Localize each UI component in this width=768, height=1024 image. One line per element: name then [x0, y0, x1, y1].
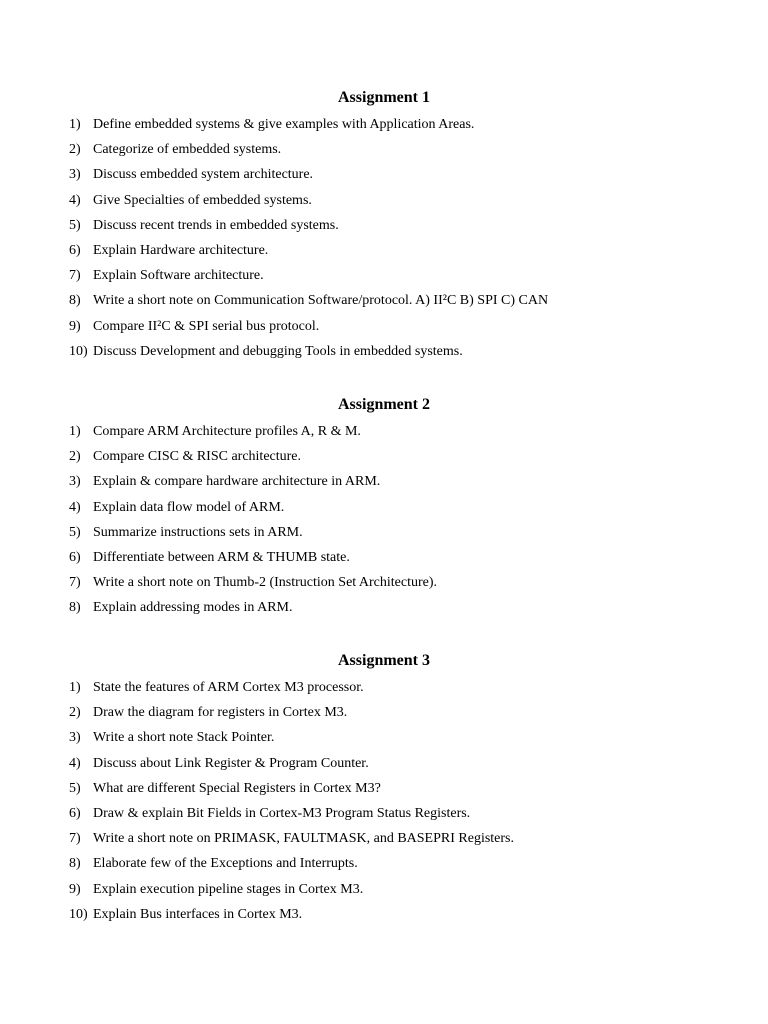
question-number: 3) [69, 167, 81, 183]
question-text: What are different Special Registers in Cortex M3? [93, 780, 381, 796]
question-item [0, 266, 768, 291]
question-item [0, 241, 768, 266]
question-number: 9) [69, 881, 81, 897]
question-number: 5) [69, 780, 81, 796]
question-item [0, 880, 768, 905]
question-item [0, 165, 768, 190]
question-item [0, 472, 768, 497]
question-text: Summarize instructions sets in ARM. [93, 524, 303, 540]
question-item [0, 728, 768, 753]
question-text: Draw & explain Bit Fields in Cortex-M3 Program Status Registers. [93, 805, 471, 821]
question-item [0, 804, 768, 829]
question-text: Compare CISC & RISC architecture. [93, 449, 302, 465]
question-number: 8) [69, 856, 81, 872]
question-number: 8) [69, 293, 81, 309]
question-text: Explain Hardware architecture. [93, 242, 269, 258]
assignment-1-title: Assignment 1 [337, 89, 430, 106]
question-text: Elaborate few of the Exceptions and Interrupts. [93, 856, 358, 872]
question-number: 2) [69, 705, 81, 721]
question-number: 4) [69, 192, 81, 208]
question-number: 7) [69, 268, 81, 284]
question-text: Give Specialties of embedded systems. [93, 192, 312, 208]
question-text: Explain Software architecture. [93, 268, 264, 284]
question-number: 4) [69, 755, 81, 771]
question-text: Explain execution pipeline stages in Cortex M3. [93, 881, 364, 897]
question-text: Differentiate between ARM & THUMB state. [93, 549, 350, 565]
question-number: 6) [69, 549, 81, 565]
question-text: Explain data flow model of ARM. [93, 499, 285, 515]
question-number: 9) [69, 318, 81, 334]
question-text: Write a short note on Thumb-2 (Instruction Set Architecture). [93, 575, 438, 591]
assignment-3-title: Assignment 3 [337, 652, 430, 669]
question-text: Explain Bus interfaces in Cortex M3. [93, 906, 303, 922]
question-item [0, 422, 768, 447]
question-number: 7) [69, 831, 81, 847]
question-number: 5) [69, 524, 81, 540]
question-number: 3) [69, 474, 81, 490]
question-text: State the features of ARM Cortex M3 processor. [93, 680, 364, 695]
question-number: 1) [69, 424, 81, 439]
question-item [0, 548, 768, 573]
assignment-1-section [0, 88, 768, 367]
question-item [0, 905, 768, 930]
question-item [0, 115, 768, 140]
question-number: 10) [69, 906, 88, 922]
question-text: Write a short note on Communication Software/protocol. A) II²C B) SPI C) CAN [93, 293, 549, 309]
question-number: 3) [69, 730, 81, 746]
question-item [0, 317, 768, 342]
question-item [0, 754, 768, 779]
question-item [0, 140, 768, 165]
question-text: Write a short note Stack Pointer. [93, 730, 275, 746]
question-text: Compare ARM Architecture profiles A, R & M. [93, 424, 361, 439]
question-item [0, 829, 768, 854]
question-number: 4) [69, 499, 81, 515]
question-number: 2) [69, 449, 81, 465]
assignment-2-section [0, 395, 768, 624]
question-number: 7) [69, 575, 81, 591]
question-item [0, 779, 768, 804]
question-item [0, 498, 768, 523]
question-text: Draw the diagram for registers in Cortex M3. [93, 705, 348, 721]
question-item [0, 598, 768, 623]
question-number: 6) [69, 805, 81, 821]
question-text: Discuss about Link Register & Program Counter. [93, 755, 369, 771]
question-item [0, 291, 768, 316]
question-number: 1) [69, 117, 81, 132]
question-item [0, 342, 768, 367]
assignment-3-section [0, 651, 768, 930]
question-item [0, 573, 768, 598]
question-number: 10) [69, 343, 88, 359]
question-text: Explain & compare hardware architecture in ARM. [93, 474, 381, 490]
question-text: Write a short note on PRIMASK, FAULTMASK, and BASEPRI Registers. [93, 831, 514, 847]
question-text: Categorize of embedded systems. [93, 142, 282, 158]
question-item [0, 523, 768, 548]
question-text: Discuss embedded system architecture. [93, 167, 314, 183]
question-item [0, 447, 768, 472]
question-number: 5) [69, 217, 81, 233]
question-number: 6) [69, 242, 81, 258]
assignment-2-question-list [0, 422, 768, 624]
assignment-1-question-list [0, 115, 768, 367]
question-number: 2) [69, 142, 81, 158]
question-item [0, 703, 768, 728]
question-text: Compare II²C & SPI serial bus protocol. [93, 318, 320, 334]
question-number: 8) [69, 600, 81, 616]
question-item [0, 216, 768, 241]
question-item [0, 191, 768, 216]
question-text: Explain addressing modes in ARM. [93, 600, 293, 616]
question-text: Discuss recent trends in embedded systems. [93, 217, 339, 233]
question-text: Discuss Development and debugging Tools in embedded systems. [93, 343, 463, 359]
assignment-3-question-list [0, 678, 768, 930]
question-item [0, 678, 768, 703]
question-text: Define embedded systems & give examples with Application Areas. [93, 117, 475, 132]
assignment-2-title: Assignment 2 [337, 396, 430, 413]
question-number: 1) [69, 680, 81, 695]
question-item [0, 854, 768, 879]
